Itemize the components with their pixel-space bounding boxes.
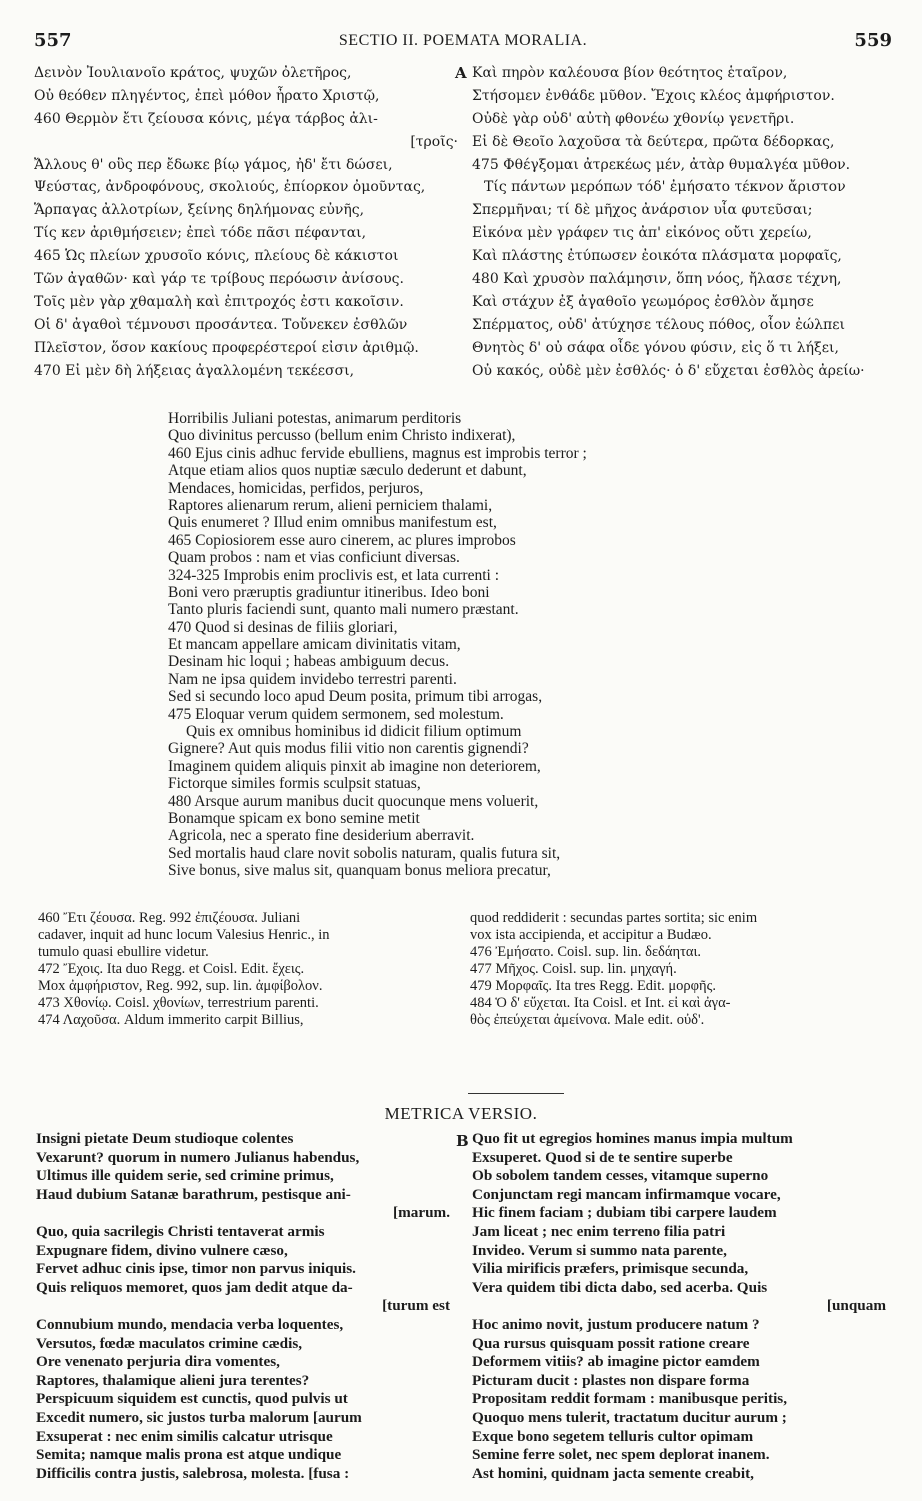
latin-line: 480 Arsque aurum manibus ducit quocunque mens voluerit,	[168, 792, 539, 810]
footnote-line: 460 Ἔτι ζέουσα. Reg. 992 ἐπιζέουσα. Juliani	[38, 910, 301, 926]
footnote-line: 474 Λαχοῦσα. Aldum immerito carpit Billius,	[38, 1012, 304, 1028]
latin-line: Tanto pluris faciendi sunt, quanto mali numero præstant.	[168, 601, 519, 619]
verse-line: Exsuperet. Quod si de te sentire superbe	[472, 1148, 733, 1166]
latin-line: Horribilis Juliani potestas, animarum perditoris	[168, 410, 462, 427]
verse-line: Quoquo mens tulerit, tractatum ducitur aurum ;	[472, 1408, 787, 1426]
greek-line: Τίς κεν ἀριθμήσειεν; ἐπεὶ τόδε πᾶσι πέφανται,	[34, 225, 367, 242]
metrica-left-column	[36, 1130, 456, 1483]
column-marker-a: A	[455, 64, 467, 82]
verse-line: Ob sobolem tandem cesses, vitamque superno	[472, 1167, 769, 1185]
latin-line: Mendaces, homicidas, perfidos, perjuros,	[168, 479, 424, 497]
latin-line: 460 Ejus cinis adhuc fervide ebulliens, magnus est improbis terror ;	[168, 444, 587, 462]
footnote-line: 473 Χθονίῳ. Coisl. χθονίων, terrestrium parenti.	[38, 995, 319, 1011]
greek-line: [τροῖς·	[410, 133, 458, 150]
latin-line: Quis ex omnibus hominibus id didicit filium optimum	[186, 723, 522, 741]
verse-line: Vexarunt? quorum in numero Julianus habendus,	[36, 1148, 360, 1166]
footnote-line: 479 Μορφαῖς. Ita tres Regg. Edit. μορφῆς.	[470, 978, 716, 994]
latin-line: Boni vero præruptis gradiuntur itineribus. Ideo boni	[168, 583, 490, 601]
latin-line: Bonamque spicam ex bono semine metit	[168, 809, 420, 827]
greek-line: Στήσομεν ἐνθάδε μῦθον. Ἔχοις κλέος ἀμφήριστον.	[472, 87, 835, 104]
greek-line: 475 Φθέγξομαι ἀτρεκέως μέν, ἀτὰρ θυμαλγέα μῦθον.	[472, 156, 851, 173]
footnote-line: 472 Ἔχοις. Ita duo Regg. et Coisl. Edit. ἔχεις.	[38, 961, 305, 977]
verse-line: Quo fit ut egregios homines manus impia multum	[472, 1130, 793, 1147]
latin-line: Imaginem quidem aliquis pinxit ab imagine non deteriorem,	[168, 757, 541, 775]
latin-line: Sive bonus, sive malus sit, quanquam bonus meliora precatur,	[168, 862, 551, 880]
latin-line: 324-325 Improbis enim proclivis est, et lata currenti :	[168, 566, 500, 584]
latin-line: Quam probos : nam et vias conficiunt diversas.	[168, 549, 460, 567]
greek-line: Οὐδὲ γὰρ οὐδ' αὐτὴ φθονέω χθονίῳ γενετῆρι.	[472, 110, 795, 127]
verse-line: Ultimus ille quidem serie, sed crimine primus,	[36, 1167, 334, 1185]
metrica-versio-heading: METRICA VERSIO.	[384, 1104, 538, 1123]
verse-line: Qua rursus quisquam possit ratione creare	[472, 1334, 750, 1352]
greek-line: Δεινὸν Ἰουλιανοῖο κράτος, ψυχῶν ὀλετῆρος,	[34, 65, 352, 81]
verse-line: Propositam reddit formam : manibusque peritis,	[472, 1390, 787, 1408]
latin-line: 475 Eloquar verum quidem sermonem, sed molestum.	[168, 705, 504, 723]
verse-line: Excedit numero, sic justos turba malorum [aurum	[36, 1408, 362, 1426]
verse-line: Haud dubium Satanæ barathrum, pestisque ani-	[36, 1185, 351, 1203]
footnotes-right	[470, 910, 890, 1029]
verse-line: [marum.	[393, 1204, 450, 1222]
verse-line: Exque bono segetem telluris cultor opimam	[472, 1427, 754, 1445]
verse-line: Insigni pietate Deum studioque colentes	[36, 1130, 294, 1147]
greek-text-right-column	[472, 62, 892, 382]
verse-line: Versutos, fœdæ maculatos crimine cædis,	[36, 1334, 303, 1352]
page-header	[34, 30, 892, 56]
footnotes-left	[38, 910, 458, 1029]
greek-line: Καὶ πηρὸν καλέουσα βίον θεότητος ἑταῖρον,	[472, 65, 788, 81]
greek-line: Εἰκόνα μὲν γράφεν τις ἀπ' εἰκόνος οὔτι χερείω,	[472, 225, 812, 242]
column-marker-b: B	[456, 1132, 469, 1150]
latin-translation	[168, 410, 728, 880]
greek-line: Θνητὸς δ' οὐ σάφα οἶδε γόνου φύσιν, εἰς ὅ τι λήξει,	[472, 339, 839, 356]
latin-line: 465 Copiosiorem esse auro cinerem, ac plures improbos	[168, 531, 516, 549]
metrica-right-column	[472, 1130, 892, 1483]
verse-line: Jam liceat ; nec enim terreno filia patri	[472, 1222, 726, 1240]
greek-line: Σπερμῆναι; τί δὲ μῆχος ἀνάρσιον υἷα φυτεῦσαι;	[472, 202, 813, 219]
verse-line: Raptores, thalamique alieni jura terentes?	[36, 1371, 310, 1389]
latin-line: 470 Quod si desinas de filiis gloriari,	[168, 618, 398, 636]
greek-line: Τῶν ἀγαθῶν· καὶ γάρ τε τρίβους περόωσιν ἀνίσους.	[34, 271, 404, 288]
footnote-line: Mox ἀμφήριστον, Reg. 992, sup. lin. ἀμφίβολον.	[38, 978, 323, 994]
verse-line: Deformem vitiis? ab imagine pictor eamdem	[472, 1353, 760, 1371]
footnote-line: 484 Ὁ δ' εὔχεται. Ita Coisl. et Int. εἰ καὶ ἀγα-	[470, 995, 731, 1011]
latin-line: Atque etiam alios quos nuptiæ sæculo dederunt et dabunt,	[168, 462, 527, 480]
verse-line: Semita; namque malis prona est atque undique	[36, 1446, 342, 1464]
footnote-line: tumulo quasi ebullire videtur.	[38, 944, 209, 960]
verse-line: Vera quidem tibi dicta dabo, sed acerba. Quis	[472, 1278, 768, 1296]
verse-line: Picturam ducit : plastes non dispare forma	[472, 1371, 750, 1389]
latin-line: Nam ne ipsa quidem invidebo terrestri parenti.	[168, 670, 457, 688]
verse-line: Perspicuum siquidem est cunctis, quod pulvis ut	[36, 1390, 348, 1408]
greek-text-left-column	[34, 62, 464, 382]
footnote-line: θὸς ἐπεύχεται ἀμείνονα. Male edit. οὐδ'.	[470, 1012, 705, 1028]
greek-line: 470 Εἰ μὲν δὴ λήξειας ἀγαλλομένη τεκέεσσι,	[34, 362, 355, 379]
greek-line: Καὶ στάχυν ἐξ ἀγαθοῖο γεωμόρος ἐσθλὸν ἄμησε	[472, 293, 814, 310]
greek-line: Οὐ θεόθεν πληγέντος, ἐπεὶ μόθον ἦρατο Χριστῷ,	[34, 87, 380, 104]
greek-line: Ἅρπαγας ἀλλοτρίων, ξείνης δηλήμονας εὐνῆς,	[34, 202, 365, 219]
section-title: SECTIO II. POEMATA MORALIA.	[338, 32, 588, 49]
verse-line: Semine ferre solet, nec spem deplorat inanem.	[472, 1446, 770, 1464]
greek-line: 480 Καὶ χρυσὸν παλάμησιν, ὅπη νόος, ἤλασε τέχνη,	[472, 271, 842, 288]
verse-line: Invideo. Verum si summo nata parente,	[472, 1241, 727, 1259]
latin-line: Sed mortalis haud clare novit sobolis naturam, qualis futura sit,	[168, 844, 561, 862]
footnote-line: vox ista accipienda, et accipitur a Budæo.	[470, 927, 712, 943]
page-number-right: 559	[854, 30, 892, 51]
greek-line: Εἰ δὲ Θεοῖο λαχοῦσα τὰ δεύτερα, πρῶτα δέδορκας,	[472, 133, 835, 150]
greek-line: Οὐ κακός, οὐδὲ μὲν ἐσθλός· ὁ δ' εὔχεται ἐσθλὸς ἀρείω·	[472, 362, 865, 379]
verse-line: Hic finem faciam ; dubiam tibi carpere laudem	[472, 1204, 777, 1222]
latin-line: Gignere? Aut quis modus filii vitio non carentis gignendi?	[168, 740, 529, 758]
verse-line: [unquam	[826, 1297, 886, 1315]
page-number-left: 557	[34, 30, 72, 51]
latin-line: Quis enumeret ? Illud enim omnibus manifestum est,	[168, 514, 497, 532]
verse-line: Quis reliquos memoret, quos jam dedit atque da-	[36, 1278, 353, 1296]
verse-line: Fervet adhuc cinis ipse, timor non parvus iniquis.	[36, 1260, 356, 1278]
greek-line: Τοῖς μὲν γὰρ χθαμαλὴ καὶ ἐπιτροχός ἐστι κακοῖσιν.	[34, 293, 404, 310]
verse-line: Expugnare fidem, divino vulnere cæso,	[36, 1241, 288, 1259]
greek-line: 465 Ὡς πλείων χρυσοῖο κόνις, πλείους δὲ κάκιστοι	[34, 248, 399, 265]
footnote-divider	[468, 1093, 564, 1094]
latin-line: Raptores alienarum rerum, alieni perniciem thalami,	[168, 496, 493, 514]
verse-line: Difficilis contra justis, salebrosa, molesta. [fusa :	[36, 1464, 350, 1482]
greek-line: 460 Θερμὸν ἔτι ζείουσα κόνις, μέγα τάρβος ἀλι-	[34, 110, 378, 127]
greek-line: Σπέρματος, οὐδ' ἀτύχησε τέλους πόθος, οἷον ἐώλπει	[472, 316, 845, 333]
footnote-line: 477 Μῆχος. Coisl. sup. lin. μηχαγή.	[470, 961, 677, 977]
verse-line: Vilia mirificis præfers, primisque secunda,	[472, 1260, 749, 1278]
verse-line: [turum est	[382, 1297, 450, 1315]
verse-line: Ast homini, quidnam jacta semente creabit,	[472, 1464, 754, 1482]
latin-line: Agricola, nec a sperato fine desiderium aberravit.	[168, 827, 475, 845]
footnote-line: cadaver, inquit ad hunc locum Valesius Henric., in	[38, 927, 330, 943]
verse-line: Ore venenato perjuria dira vomentes,	[36, 1353, 280, 1371]
greek-line: Ἄλλους θ' οὓς περ ἔδωκε βίῳ γάμος, ἠδ' ἔτι δώσει,	[34, 156, 393, 173]
greek-line: Ψεύστας, ἀνδροφόνους, σκολιούς, ἐπίορκον ὀμοῦντας,	[34, 179, 426, 196]
verse-line: Exsuperat : nec enim similis calcatur utrisque	[36, 1427, 333, 1445]
greek-line: Τίς πάντων μερόπων τόδ' ἐμήσατο τέκνον ἄριστον	[484, 179, 846, 196]
greek-line: Οἱ δ' ἀγαθοὶ τέμνουσι προσάντεα. Τοὔνεκεν ἐσθλῶν	[34, 316, 408, 333]
verse-line: Hoc animo novit, justum producere natum ?	[472, 1315, 760, 1333]
verse-line: Connubium mundo, mendacia verba loquentes,	[36, 1315, 344, 1333]
greek-line: Πλεῖστον, ὅσον κακίους προφερέστεροί εἰσιν ἀριθμῷ.	[34, 339, 419, 356]
latin-line: Et mancam appellare amicam divinitatis vitam,	[168, 636, 461, 654]
latin-line: Sed si secundo loco apud Deum posita, primum tibi arrogas,	[168, 688, 543, 706]
verse-line: Conjunctam regi mancam infirmamque vocare,	[472, 1185, 781, 1203]
footnote-line: 476 Ἐμήσατο. Coisl. sup. lin. δεδάηται.	[470, 944, 702, 960]
latin-line: Fictorque similes formis sculpsit statuas,	[168, 775, 421, 793]
latin-line: Desinam hic loqui ; habeas ambiguum decus.	[168, 653, 450, 671]
verse-line: Quo, quia sacrilegis Christi tentaverat armis	[36, 1222, 325, 1240]
footnote-line: quod reddiderit : secundas partes sortita; sic enim	[470, 910, 758, 926]
latin-line: Quo divinitus percusso (bellum enim Christo indixerat),	[168, 427, 516, 445]
greek-line: Καὶ πλάστης ἐτύπωσεν ἐοικότα πλάσματα μορφαῖς,	[472, 248, 842, 265]
